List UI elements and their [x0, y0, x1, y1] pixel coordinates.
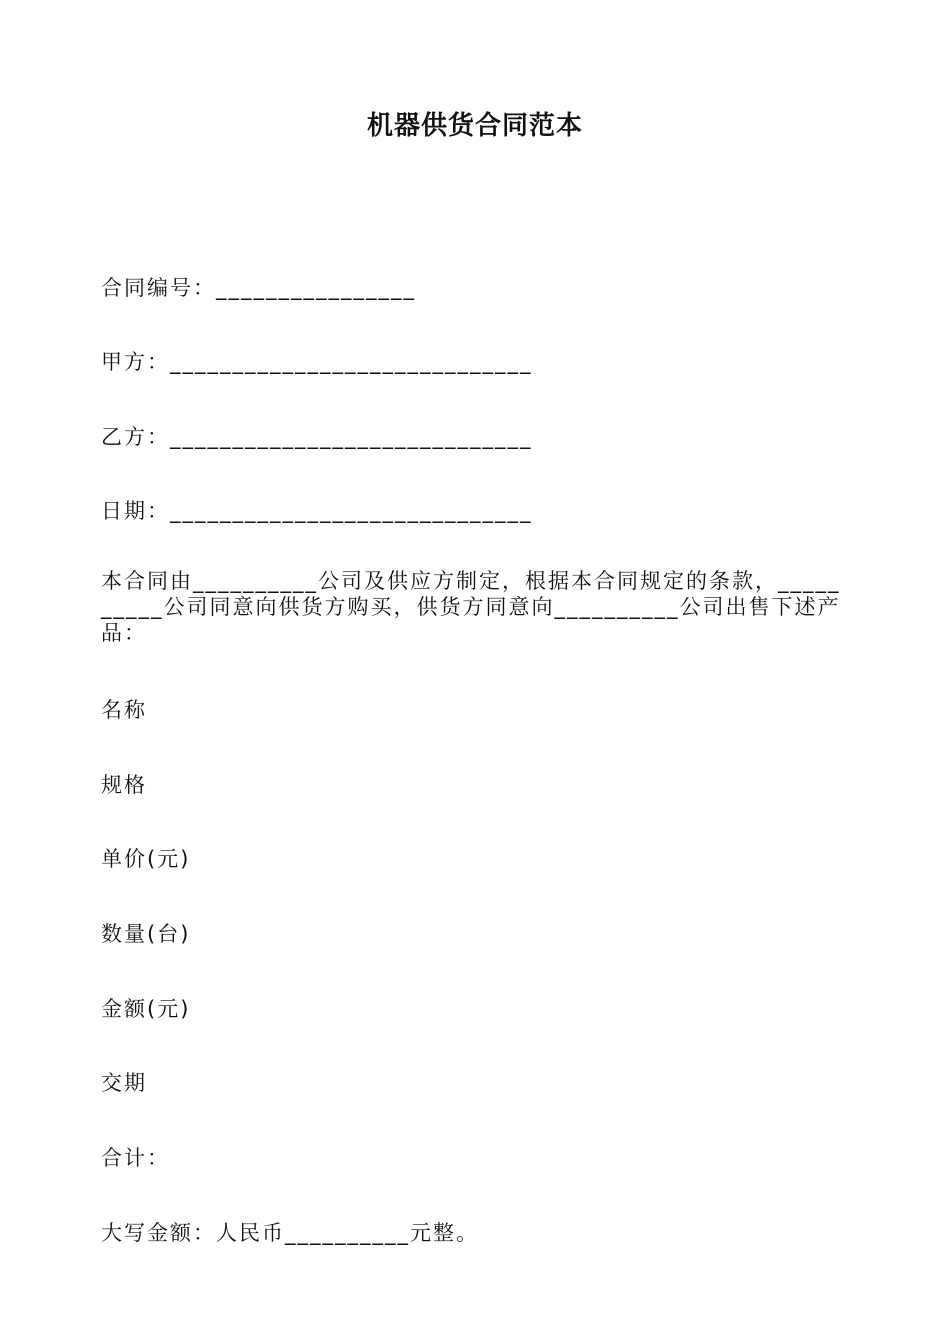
item-name-label: 名称 — [101, 698, 147, 722]
item-amount-label: 金额(元) — [101, 997, 191, 1021]
intro-paragraph: 本合同由__________公司及供应方制定，根据本合同规定的条款，__________公司同意向供货方购买，供货方同意向__________公司出售下述产品： — [101, 569, 841, 645]
item-unit-price-label: 单价(元) — [101, 847, 191, 871]
item-delivery-label: 交期 — [101, 1071, 147, 1095]
document-title: 机器供货合同范本 — [366, 111, 583, 141]
date-field: 日期：_____________________________ — [101, 499, 533, 523]
item-spec-label: 规格 — [101, 773, 147, 797]
item-quantity-label: 数量(台) — [101, 922, 191, 946]
total-label: 合计： — [101, 1146, 170, 1170]
contract-number-field: 合同编号：________________ — [101, 276, 416, 300]
party-a-field: 甲方：_____________________________ — [101, 350, 533, 374]
party-b-field: 乙方：_____________________________ — [101, 425, 533, 449]
total-in-words-field: 大写金额：人民币__________元整。 — [101, 1221, 479, 1245]
